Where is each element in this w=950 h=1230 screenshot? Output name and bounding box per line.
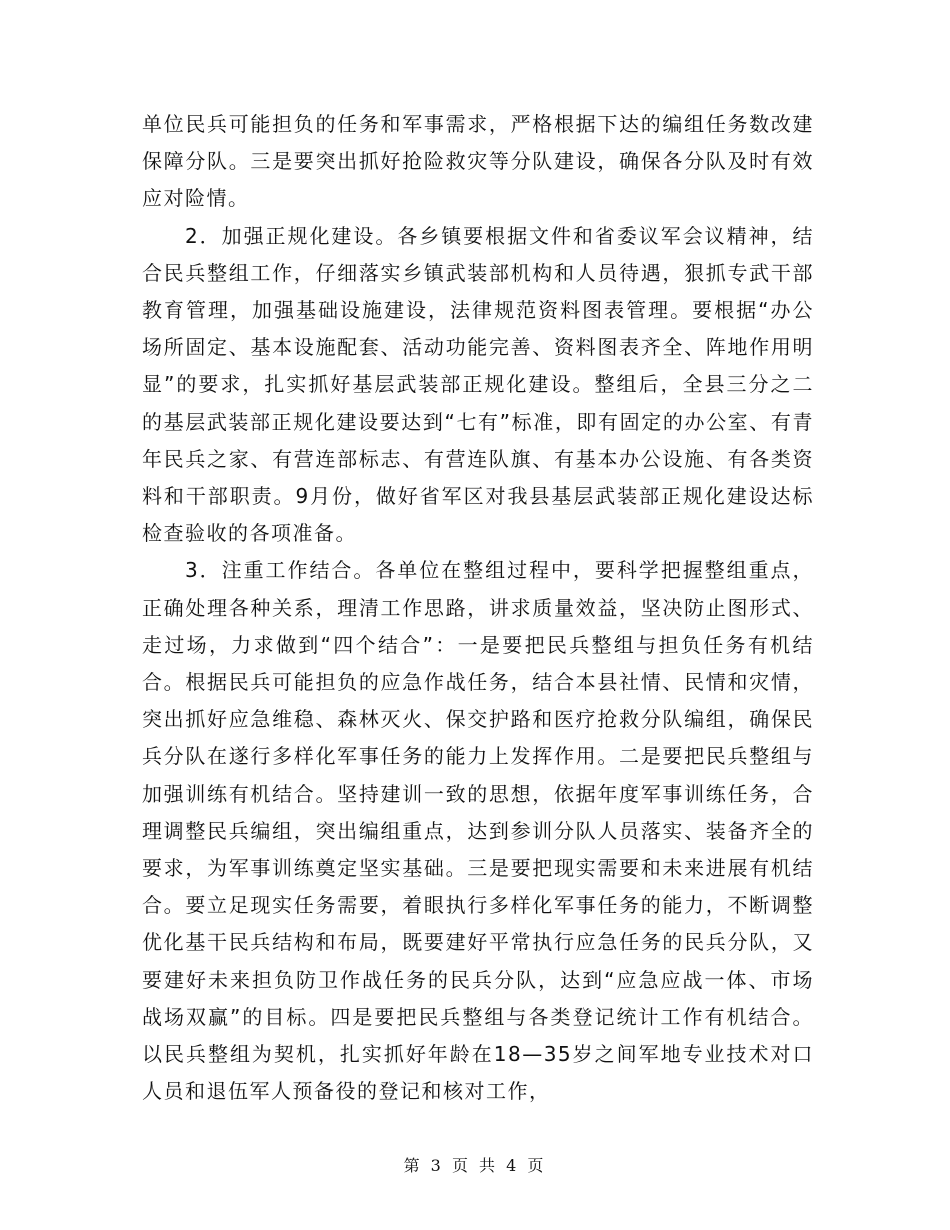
page-number-footer: 第 3 页 共 4 页 — [403, 1156, 547, 1175]
paragraph-work-integration: 3．注重工作结合。各单位在整组过程中，要科学把握整组重点，正确处理各种关系，理清工作思路，讲求质量效益，坚决防止图形式、走过场，力求做到“四个结合”：一是要把民兵整组与担负任务有机结合。根据民兵可能担负的应急作战任务，结合本县社情、民情和灾情，突出抓好应急维稳、森林灭火、保交护路和医疗抢救分队编组，确保民兵分队在遂行多样化军事任务的能力上发挥作用。二是要把民兵整组与加强训练有机结合。坚持建训一致的思想，依据年度军事训练任务，合理调整民兵编组，突出编组重点，达到参训分队人员落实、装备齐全的要求，为军事训练奠定坚实基础。三是要把现实需要和未来进展有机结合。要立足现实任务需要，着眼执行多样化军事任务的能力，不断调整优化基干民兵结构和布局，既要建好平常执行应急任务的民兵分队，又要建好未来担负防卫作战任务的民兵分队，达到“应急应战一体、市场战场双赢”的目标。四是要把民兵整组与各类登记统计工作有机结合。以民兵整组为契机，扎实抓好年龄在18—35岁之间军地专业技术对口人员和退伍军人预备役的登记和核对工作， — [142, 558, 814, 1104]
paragraph-regularization: 2．加强正规化建设。各乡镇要根据文件和省委议军会议精神，结合民兵整组工作，仔细落实乡镇武装部机构和人员待遇，狠抓专武干部教育管理，加强基础设施建设，法律规范资料图表管理。要根据“办公场所固定、基本设施配套、活动功能完善、资料图表齐全、阵地作用明显”的要求，扎实抓好基层武装部正规化建设。整组后，全县三分之二的基层武装部正规化建设要达到“七有”标准，即有固定的办公室、有青年民兵之家、有营连部标志、有营连队旗、有基本办公设施、有各类资料和干部职责。9月份，做好省军区对我县基层武装部正规化建设达标检查验收的各项准备。 — [142, 223, 814, 546]
paragraph-continued: 单位民兵可能担负的任务和军事需求，严格根据下达的编组任务数改建保障分队。三是要突出抓好抢险救灾等分队建设，确保各分队及时有效应对险情。 — [142, 112, 814, 211]
document-body — [142, 106, 814, 1110]
